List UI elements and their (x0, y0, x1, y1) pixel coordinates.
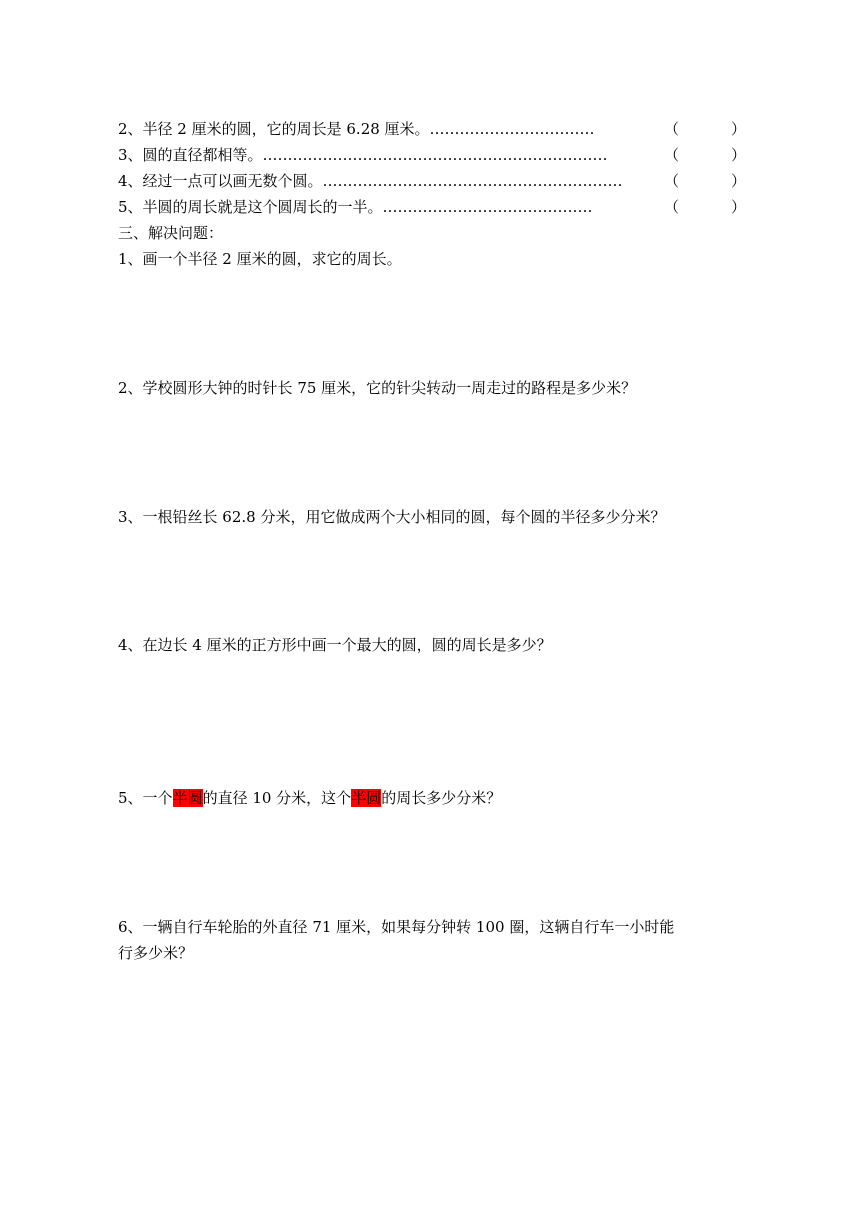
judgment-item-5: 5、半圆的周长就是这个圆周长的一半。…………………………………… （ ） (118, 198, 746, 216)
highlighted-term: 半圆 (172, 789, 203, 807)
problem-5-text-1: 5、一个 (118, 789, 173, 807)
problem-6-line-1: 6、一辆自行车轮胎的外直径 71 厘米，如果每分钟转 100 圈，这辆自行车一小时能 (118, 918, 675, 936)
judgment-item-2: 2、半径 2 厘米的圆，它的周长是 6.28 厘米。…………………………… （ ） (118, 120, 746, 138)
problem-5-text-3: 的周长多少分米？ (381, 789, 502, 807)
section-heading: 三、解决问题： (118, 224, 224, 242)
problem-5-text-2: 的直径 10 分米，这个 (202, 789, 352, 807)
judgment-text: 3、圆的直径都相等。…………………………………………………………… (118, 146, 608, 164)
problem-1: 1、画一个半径 2 厘米的圆，求它的周长。 (118, 250, 402, 268)
problem-6-line-2: 行多少米？ (118, 944, 194, 962)
judgment-text: 5、半圆的周长就是这个圆周长的一半。…………………………………… (118, 198, 593, 216)
judgment-item-3: 3、圆的直径都相等。…………………………………………………………… （ ） (118, 146, 746, 164)
problem-4: 4、在边长 4 厘米的正方形中画一个最大的圆，圆的周长是多少？ (118, 636, 552, 654)
problem-3: 3、一根铅丝长 62.8 分米，用它做成两个大小相同的圆，每个圆的半径多少分米？ (118, 508, 666, 526)
judgment-text: 2、半径 2 厘米的圆，它的周长是 6.28 厘米。…………………………… (118, 120, 595, 138)
problem-5 (118, 788, 501, 808)
problem-2: 2、学校圆形大钟的时针长 75 厘米，它的针尖转动一周走过的路程是多少米？ (118, 379, 637, 397)
judgment-text: 4、经过一点可以画无数个圆。…………………………………………………… (118, 172, 623, 190)
judgment-item-4: 4、经过一点可以画无数个圆。…………………………………………………… （ ） (118, 172, 746, 190)
highlighted-term: 半圆 (351, 789, 382, 807)
